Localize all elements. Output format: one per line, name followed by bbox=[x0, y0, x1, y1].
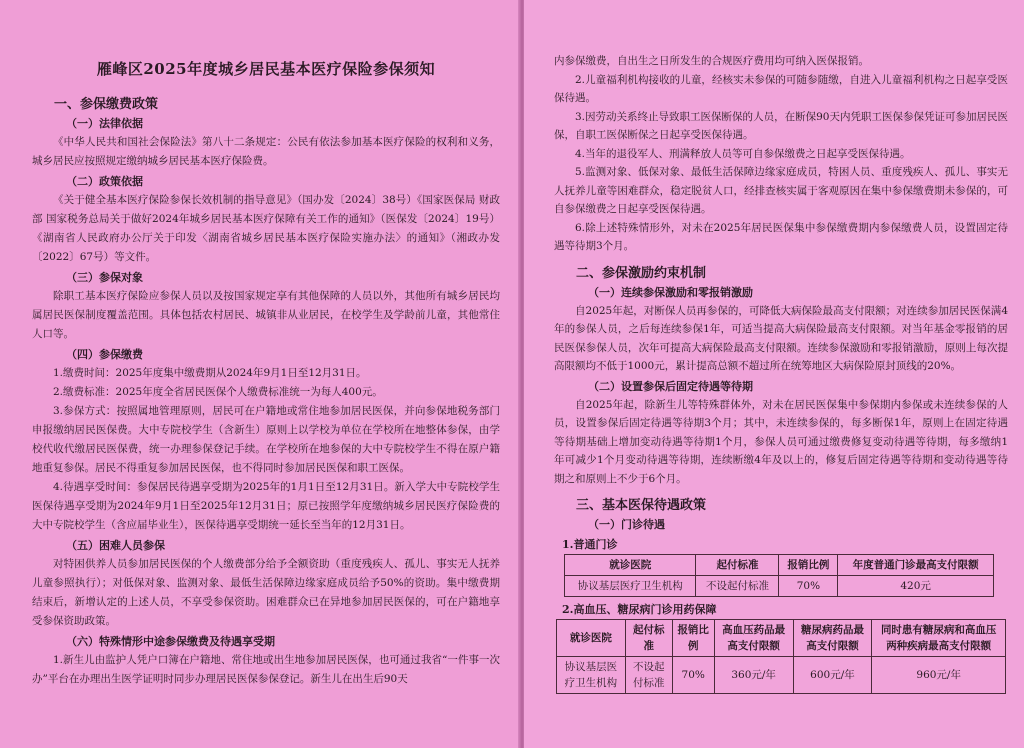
paragraph: 3.因劳动关系终止导致职工医保断保的人员，在断保90天内凭职工医保参保凭证可参加居民医保，自职工医保断保之日起享受医保待遇。 bbox=[554, 110, 1008, 141]
table-2-title: 2.高血压、糖尿病门诊用药保障 bbox=[562, 603, 717, 616]
table-1-title: 1.普通门诊 bbox=[562, 538, 618, 551]
paragraph: 4.待遇享受时间：参保居民待遇享受期为2025年的1月1日至12月31日。新入学大中专院校学生医保待遇享受期为2024年9月1日至2025年12月31日；原已按照学年度缴纳城乡居民医疗保险费的大中专院校学生（含应届毕业生），医保待遇享受期统一延长至当年的12月31日。 bbox=[32, 481, 500, 531]
subheading-outpatient: （一）门诊待遇 bbox=[588, 518, 665, 531]
subheading-insured-objects: （三）参保对象 bbox=[66, 271, 143, 284]
table-row bbox=[557, 657, 1006, 694]
table-cell: 不设起付标准 bbox=[696, 576, 779, 597]
subheading-waiting-period: （二）设置参保后固定待遇等待期 bbox=[588, 379, 753, 393]
table-cell: 960元/年 bbox=[872, 657, 1006, 694]
paragraph: 内参保缴费，自出生之日所发生的合规医疗费用均可纳入医保报销。 bbox=[554, 55, 869, 67]
table-header-row bbox=[565, 555, 994, 576]
table-header-cell: 糖尿病药品最高支付限额 bbox=[793, 620, 872, 657]
table-header-cell: 年度普通门诊最高支付限额 bbox=[838, 555, 994, 576]
subheading-legal-basis: （一）法律依据 bbox=[66, 117, 143, 130]
table-header-cell: 报销比例 bbox=[779, 555, 838, 576]
table-row bbox=[565, 576, 994, 597]
table-cell: 70% bbox=[779, 576, 838, 597]
paragraph: 对特困供养人员参加居民医保的个人缴费部分给予全额资助（重度残疾人、孤儿、事实无人抚养儿童参照执行）；对低保对象、监测对象、最低生活保障边缘家庭成员给予50%的资助。集中缴费期结束后，新增认定的上述人员，不享受参保资助。困难群众已在异地参加居民医保的，可在户籍地享受参保资助政策。 bbox=[32, 558, 500, 627]
table-header-cell: 起付标准 bbox=[696, 555, 779, 576]
paragraph: 自2025年起，对断保人员再参保的，可降低大病保险最高支付限额；对连续参加居民医保满4年的参保人员，之后每连续参保1年，可适当提高大病保险最高支付限额。对当年基金零报销的居民医保参保人员，次年可提高大病保险最高支付限额。连续参保激励和零报销激励，原则上每次提高限额均不低于1000元，累计提高总额不超过所在统筹地区大病保险原封顶线的20%。 bbox=[554, 304, 1008, 372]
paragraph: 1.缴费时间：2025年度集中缴费期从2024年9月1日至12月31日。 bbox=[53, 367, 367, 379]
paragraph: 5.监测对象、低保对象、最低生活保障边缘家庭成员，特困人员、重度残疾人、孤儿、事实无人抚养儿童等困难群众，稳定脱贫人口，经排查核实属于客观原因在集中参保缴费期未参保的，可自参保缴费之日起享受医保待遇。 bbox=[554, 166, 1008, 215]
paragraph: 《关于健全基本医疗保险参保长效机制的指导意见》（国办发〔2024〕38号）《国家医保局 财政部 国家税务总局关于做好2024年城乡居民基本医疗保障有关工作的通知》（医保发〔2024〕19号）《湖南省人民政府办公厅关于印发〈湖南省城乡居民基本医疗保险实施办法〉的通知》（湘政办发〔2022〕67号）等文件。 bbox=[32, 194, 500, 263]
table-cell: 420元 bbox=[838, 576, 994, 597]
paragraph: 2.儿童福利机构接收的儿童，经核实未参保的可随参随缴，自进入儿童福利机构之日起享受医保待遇。 bbox=[554, 73, 1008, 104]
paragraph: 4.当年的退役军人、刑满释放人员等可自参保缴费之日起享受医保待遇。 bbox=[575, 147, 911, 160]
table-cell: 不设起付标准 bbox=[625, 657, 672, 694]
paragraph: 1.新生儿由监护人凭户口簿在户籍地、常住地或出生地参加居民医保，也可通过我省“一件事一次办”平台在办理出生医学证明时同步办理居民医保参保登记。新生儿在出生后90天 bbox=[32, 654, 500, 685]
subheading-payment: （四）参保缴费 bbox=[66, 348, 143, 361]
subheading-needy-persons: （五）困难人员参保 bbox=[66, 539, 165, 552]
table-header-cell: 起付标准 bbox=[625, 620, 672, 657]
paragraph: 2.缴费标准：2025年度全省居民医保个人缴费标准统一为每人400元。 bbox=[53, 386, 383, 398]
table-cell: 70% bbox=[672, 657, 714, 694]
table-cell: 协议基层医疗卫生机构 bbox=[557, 657, 626, 694]
table-header-cell: 同时患有糖尿病和高血压两种疾病最高支付限额 bbox=[872, 620, 1006, 657]
section-heading-1: 一、参保缴费政策 bbox=[54, 97, 159, 112]
subheading-policy-basis: （二）政策依据 bbox=[66, 175, 143, 188]
table-header-cell: 就诊医院 bbox=[565, 555, 696, 576]
subheading-incentives: （一）连续参保激励和零报销激励 bbox=[588, 285, 753, 299]
table-header-cell: 报销比例 bbox=[672, 620, 714, 657]
paragraph: 3.参保方式：按照属地管理原则，居民可在户籍地或常住地参加居民医保，并向参保地税务部门申报缴纳居民医保费。大中专院校学生（含新生）原则上以学校为单位在学校所在地整体参保，由学校代收代缴居民医保费，统一办理参保登记手续。在学校所在地参保的大中专院校学生不得在原户籍地重复参保。居民不得重复参加居民医保，也不得同时参加居民医保和职工医保。 bbox=[32, 405, 500, 474]
table-cell: 600元/年 bbox=[793, 657, 872, 694]
section-heading-3: 三、基本医保待遇政策 bbox=[576, 498, 707, 513]
section-heading-2: 二、参保激励约束机制 bbox=[576, 265, 707, 281]
document-title: 雁峰区2025年度城乡居民基本医疗保险参保须知 bbox=[96, 60, 436, 78]
right-page bbox=[524, 0, 1024, 748]
table-header-row bbox=[557, 620, 1006, 657]
table-cell: 360元/年 bbox=[714, 657, 793, 694]
paragraph: 《中华人民共和国社会保险法》第八十二条规定：公民有依法参加基本医疗保险的权利和义务，城乡居民应按照规定缴纳城乡居民基本医疗保险费。 bbox=[32, 136, 500, 167]
paragraph: 6.除上述特殊情形外，对未在2025年居民医保集中参保缴费期内参保缴费人员，设置固定待遇等待期3个月。 bbox=[554, 221, 1008, 252]
subheading-special-cases: （六）特殊情形中途参保缴费及待遇享受期 bbox=[66, 635, 275, 648]
outpatient-table bbox=[564, 554, 994, 597]
chronic-disease-table bbox=[556, 619, 1006, 694]
table-header-cell: 高血压药品最高支付限额 bbox=[714, 620, 793, 657]
table-header-cell: 就诊医院 bbox=[557, 620, 626, 657]
table-cell: 协议基层医疗卫生机构 bbox=[565, 576, 696, 597]
paragraph: 除职工基本医疗保险应参保人员以及按国家规定享有其他保障的人员以外，其他所有城乡居民均属居民医保制度覆盖范围。具体包括农村居民、城镇非从业居民，在校学生及学龄前儿童，其他常住人口等。 bbox=[32, 290, 500, 340]
paragraph: 自2025年起，除新生儿等特殊群体外，对未在居民医保集中参保期内参保或未连续参保的人员，设置参保后固定待遇等待期3个月；其中，未连续参保的，每多断保1年，原则上在固定待遇等待期基础上增加变动待遇等待期1个月，参保人员可通过缴费修复变动待遇等待期，每多缴纳1年可减少1个月变动待遇等待期，连续断缴4年及以上的，修复后固定待遇等待期和变动待遇等待期之和原则上不少于6个月。 bbox=[554, 398, 1008, 485]
